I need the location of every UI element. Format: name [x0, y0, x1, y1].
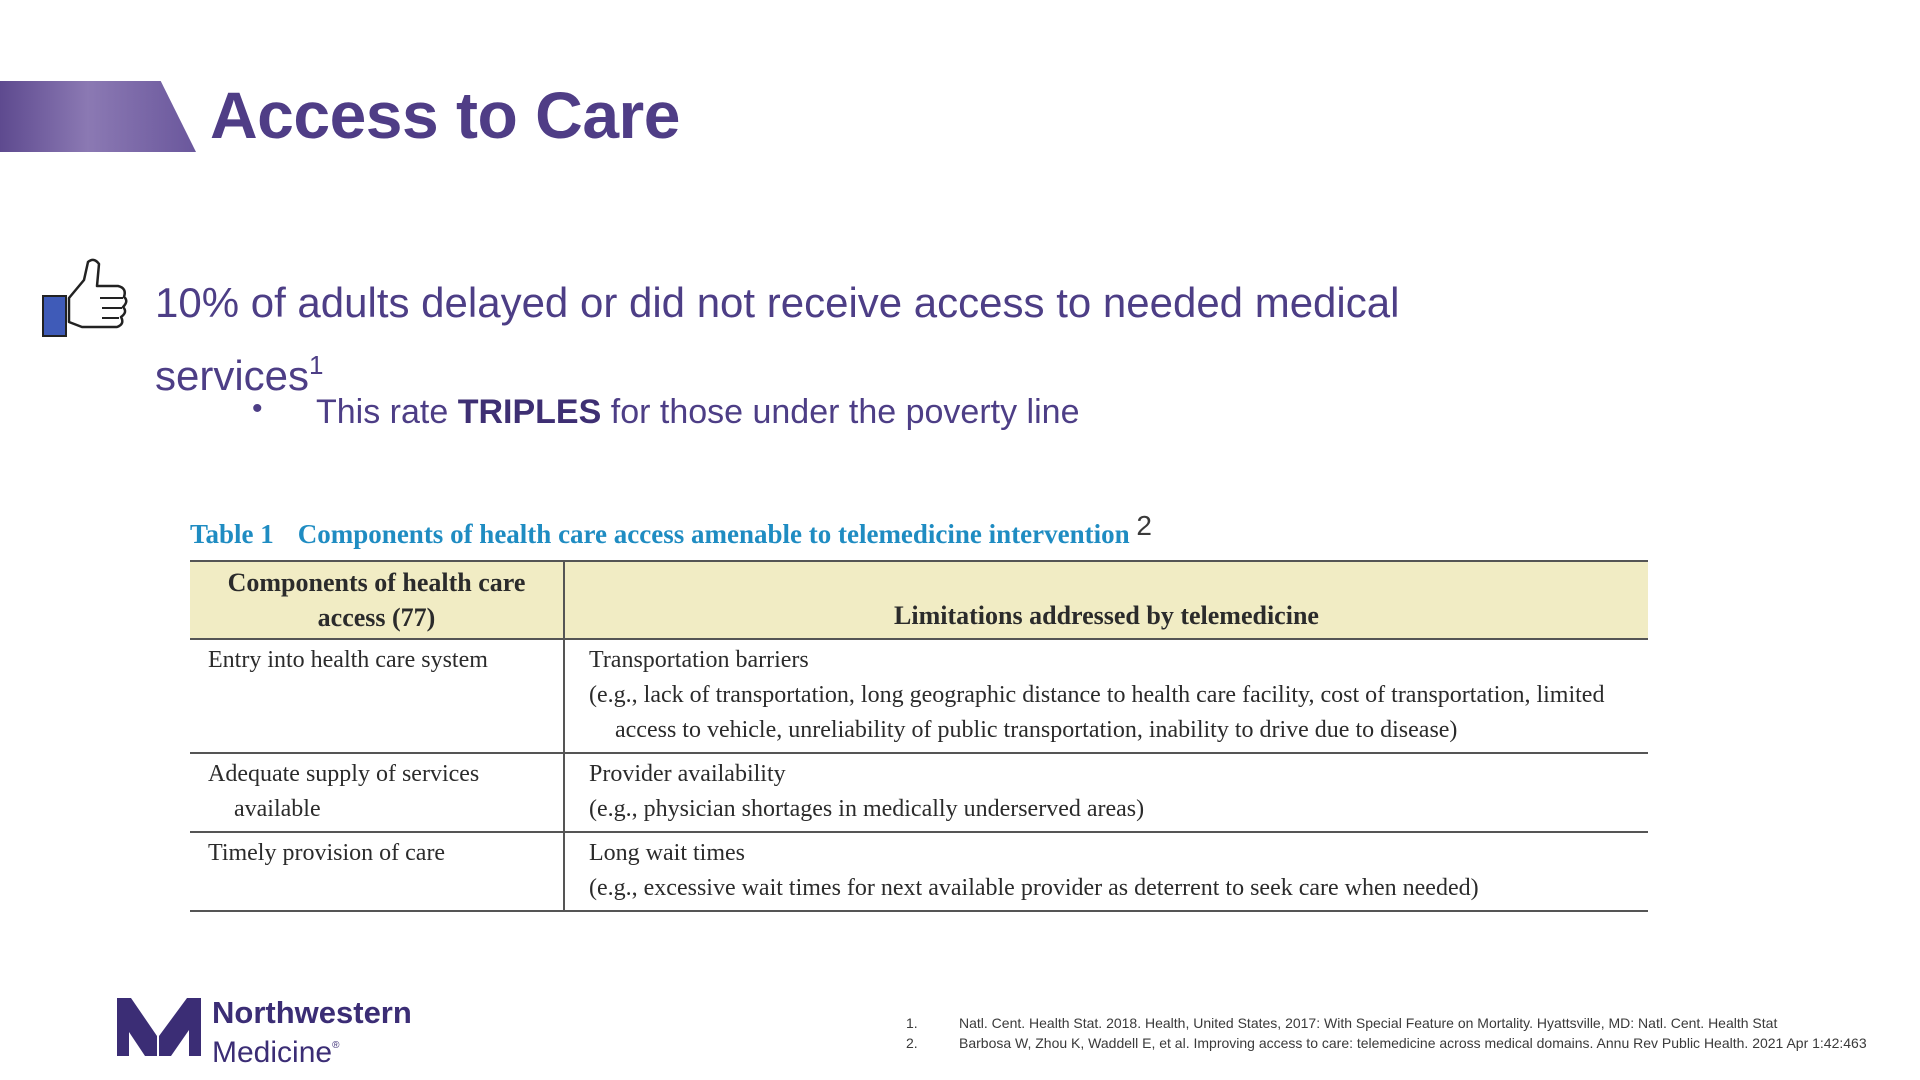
limitation-example: (e.g., physician shortages in medically underserved areas): [589, 796, 1145, 822]
reference-text: Barbosa W, Zhou K, Waddell E, et al. Improving access to care: telemedicine across medical domains. Annu Rev Public Health. 2021 Apr 1:42:463: [959, 1035, 1867, 1051]
component-cell: [190, 832, 564, 911]
limitation-cell: [564, 753, 1648, 832]
stat-reference-marker: 1: [309, 350, 324, 380]
stat-statement: [155, 272, 1575, 407]
bullet-point: [316, 390, 1079, 434]
limitation-title: Long wait times: [589, 840, 745, 866]
reference-item: [906, 1033, 1916, 1053]
table-row: [190, 753, 1648, 832]
title-accent-band: [0, 81, 196, 152]
logo-wordmark-northwestern: Northwestern: [212, 995, 412, 1030]
table-caption-reference-marker: 2: [1136, 510, 1152, 541]
reference-number: 2.: [906, 1035, 918, 1051]
references: [906, 1013, 1916, 1053]
bullet-prefix: This rate: [316, 393, 458, 431]
stat-text: 10% of adults delayed or did not receive access to needed medical services: [155, 279, 1400, 399]
logo-wordmark-medicine: [212, 1030, 339, 1069]
component-text: Entry into health care system: [208, 647, 488, 673]
header-limitations: Limitations addressed by telemedicine: [564, 561, 1648, 639]
reference-text: Natl. Cent. Health Stat. 2018. Health, United States, 2017: With Special Feature on Mortality. Hyattsville, MD: Natl. Cent. Health Stat: [959, 1015, 1778, 1031]
reference-number: 1.: [906, 1015, 918, 1031]
limitation-cell: [564, 639, 1648, 753]
limitation-example: (e.g., excessive wait times for next available provider as deterrent to seek care when needed): [589, 875, 1479, 901]
reference-item: [906, 1013, 1916, 1033]
table-row: [190, 832, 1648, 911]
slide-title: Access to Care: [210, 78, 680, 152]
thumbs-up-icon: [38, 254, 130, 346]
logo-registered-mark: ®: [332, 1040, 340, 1051]
bullet-emphasis: TRIPLES: [457, 393, 602, 431]
limitation-title: Transportation barriers: [589, 647, 809, 673]
bullet-suffix: for those under the poverty line: [601, 393, 1080, 431]
component-text: Timely provision of care: [208, 840, 446, 866]
limitation-cell: [564, 832, 1648, 911]
component-cell: [190, 639, 564, 753]
table-caption-title: Components of health care access amenable to telemedicine intervention: [297, 519, 1130, 549]
table-header-row: [190, 561, 1648, 639]
limitation-example: (e.g., lack of transportation, long geographic distance to health care facility, cost of transportation, limited access to vehicle, unreliability of public transportation, inability to drive due to disease): [589, 682, 1605, 743]
component-cell: [190, 753, 564, 832]
logo-medicine-text: Medicine: [212, 1036, 333, 1069]
access-components-table: [190, 560, 1648, 912]
northwestern-medicine-logo-icon: [115, 994, 205, 1060]
table-row: [190, 639, 1648, 753]
limitation-title: Provider availability: [589, 761, 786, 787]
header-components: Components of health care access (77): [190, 561, 564, 639]
component-text: Adequate supply of services available: [208, 761, 480, 822]
bullet-marker: •: [252, 392, 263, 425]
table-caption-label: Table 1: [190, 519, 274, 549]
table-caption: [190, 510, 1152, 550]
